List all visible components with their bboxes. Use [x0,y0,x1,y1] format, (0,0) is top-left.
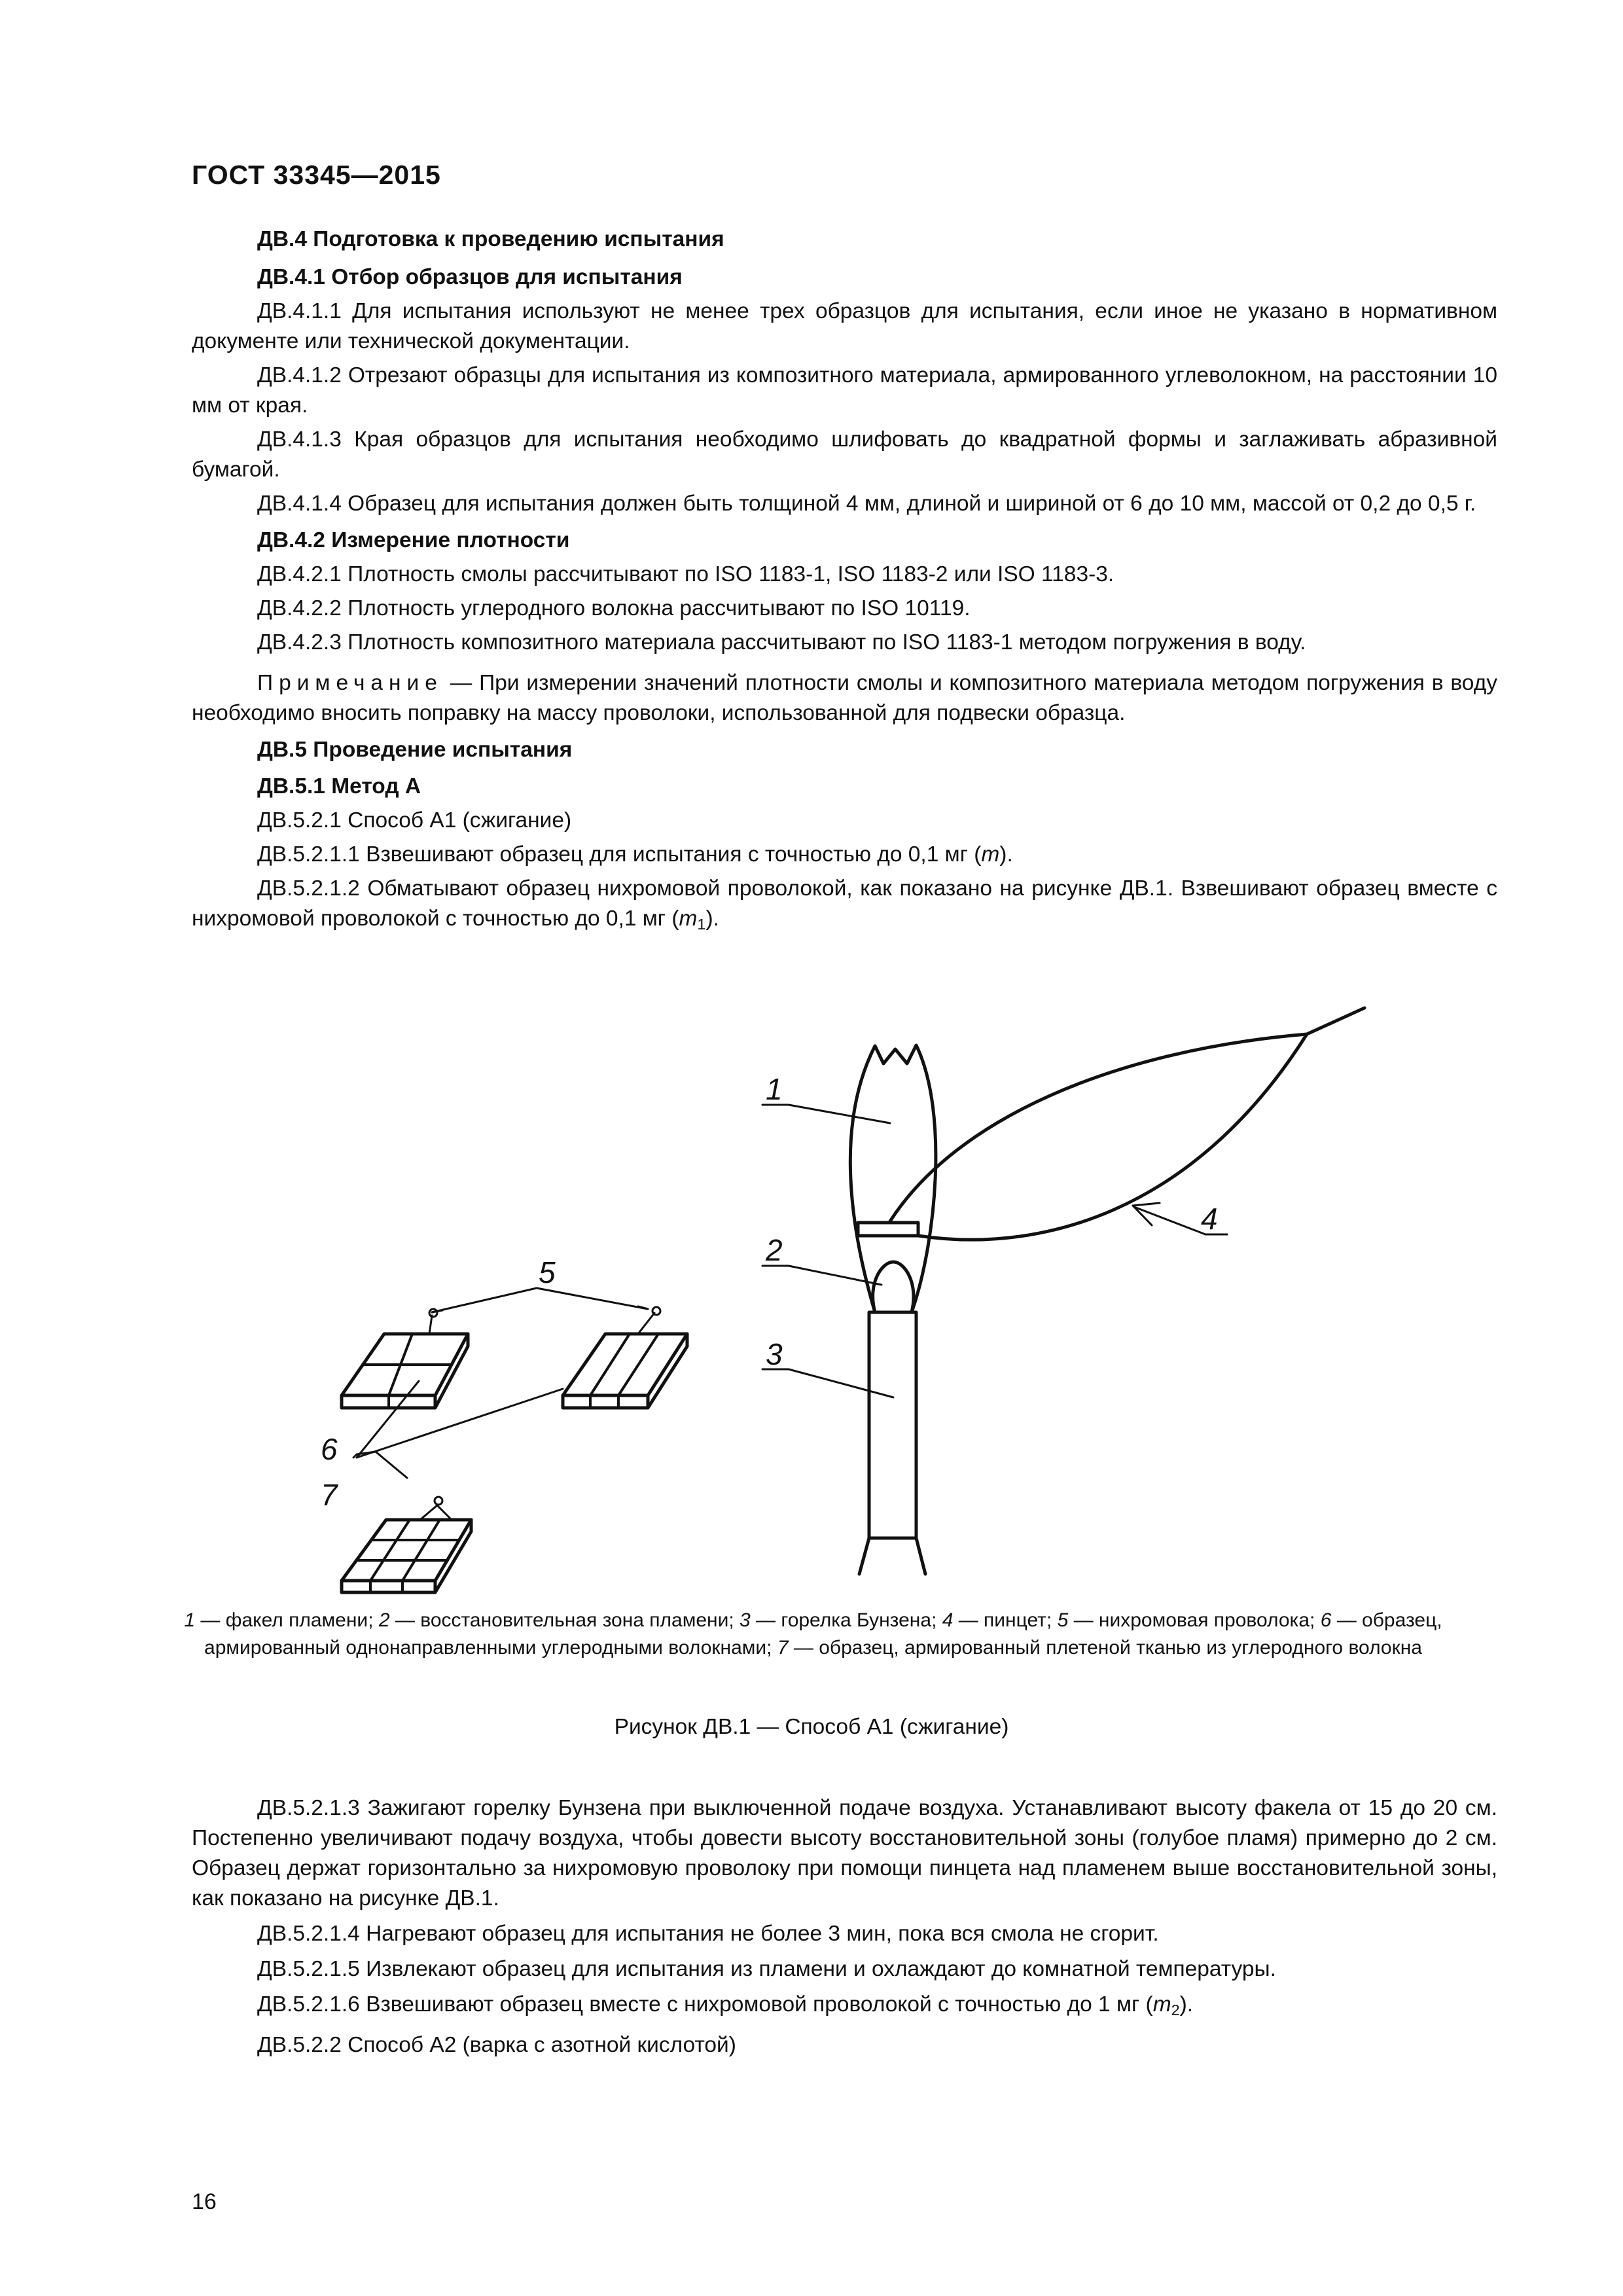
tweezers [890,1008,1364,1221]
label-7: 7 [321,1478,338,1512]
subscript: 2 [1171,2001,1180,2018]
paragraph-db4-1-4: ДВ.4.1.4 Образец для испытания должен быть толщиной 4 мм, длиной и шириной от 6 до 10 мм, массой от 0,2 до 0,5 г. [257,492,1476,516]
paragraph-db5-2-1-6 [192,1990,1497,2025]
paragraph-db4-2-1: ДВ.4.2.1 Плотность смолы рассчитывают по ISO 1183-1, ISO 1183-2 или ISO 1183-3. [257,562,1115,586]
specimen-unidirectional-b [563,1307,687,1408]
legend-text: — образец, армированный однонаправленными углеродными волокнами; [204,1609,1442,1659]
paragraph-db4-2-2: ДВ.4.2.2 Плотность углеродного волокна рассчитывают по ISO 10119. [257,596,971,620]
specimen-woven [342,1497,471,1592]
text-run: ДВ.5.2.1.6 Взвешивают образец вместе с нихромовой проволокой с точностью до 1 мг ( [257,1992,1153,2017]
paragraph-db5-2-2: ДВ.5.2.2 Способ А2 (варка с азотной кислотой) [257,2033,736,2057]
legend-text: — факел пламени; [195,1609,379,1631]
variable-m: m [1152,1992,1171,2017]
reduction-zone [873,1262,914,1312]
legend-text: — горелка Бунзена; [750,1609,942,1631]
note-text: — При измерении значений плотности смолы и композитного материала методом погружения в воду необходимо вносить поправку на массу проволоки, использованной для подвески образца. [192,671,1497,725]
legend-number: 7 [777,1637,789,1659]
section-procedure [192,1793,1497,2060]
label-2: 2 [766,1233,783,1267]
figure-caption: Рисунок ДВ.1 — Способ А1 (сжигание) [614,1715,1009,1739]
paragraph-db4-1-3: ДВ.4.1.3 Края образцов для испытания необходимо шлифовать до квадратной формы и заглаживать абразивной бумагой. [192,427,1497,482]
label-1: 1 [766,1072,783,1106]
legend-number: 4 [942,1609,954,1631]
variable-m: m [981,842,1000,867]
page-number: 16 [192,2189,217,2214]
heading-db51: ДВ.5.1 Метод А [257,774,421,798]
legend-text: — образец, армированный плетеной тканью из углеродного волокна [788,1637,1422,1659]
legend-text: — пинцет; [953,1609,1058,1631]
specimen-unidirectional-a [342,1309,468,1408]
label-5: 5 [539,1255,556,1289]
heading-db5: ДВ.5 Проведение испытания [257,738,573,762]
text-run: ). [705,906,719,931]
bunsen-burner [869,1312,916,1538]
note-label: Примечание [257,671,443,695]
legend-text: — нихромовая проволока; [1068,1609,1315,1631]
paragraph-db5-2-1-1 [192,840,1497,870]
legend-number: 1 [184,1609,196,1631]
text-run: ). [999,842,1013,867]
legend-text: — восстановительная зона пламени; [389,1609,740,1631]
text-run: ДВ.5.2.1.2 Обматывают образец нихромовой проволокой, как показано на рисунке ДВ.1. Взвешивают образец вместе с нихромовой проволокой с точностью до 0,1 мг ( [192,876,1497,931]
heading-db4: ДВ.4 Подготовка к проведению испытания [257,227,724,251]
paragraph-db5-2-1-5: ДВ.5.2.1.5 Извлекают образец для испытания из пламени и охлаждают до комнатной температуры. [257,1957,1276,1981]
sample-over-flame [858,1223,918,1236]
paragraph-db4-2-3: ДВ.4.2.3 Плотность композитного материала рассчитывают по ISO 1183-1 методом погружения в воду. [257,630,1306,655]
paragraph-db5-2-1-2 [192,874,1497,939]
label-3: 3 [766,1337,783,1371]
figure-db1 [0,982,1623,1604]
burner-base [859,1538,925,1574]
paragraph-db5-2-1-3: ДВ.5.2.1.3 Зажигают горелку Бунзена при выключенной подаче воздуха. Устанавливают высоту факела от 15 до 20 см. Постепенно увеличивают подачу воздуха, чтобы довести высоту восстановительной зоны (голубое пламя) примерно до 2 см. Образец держат горизонтально за нихромовую проволоку при помощи пинцета над пламенем выше восстановительной зоны, как показано на рисунке ДВ.1. [192,1796,1497,1910]
legend-number: 3 [740,1609,751,1631]
heading-db41: ДВ.4.1 Отбор образцов для испытания [257,265,683,289]
label-6: 6 [321,1432,338,1466]
text-run: ДВ.5.2.1.1 Взвешивают образец для испытания с точностью до 0,1 мг ( [257,842,982,867]
heading-db42: ДВ.4.2 Измерение плотности [257,528,570,552]
paragraph-db5-2-1: ДВ.5.2.1 Способ А1 (сжигание) [257,808,572,833]
paragraph-db5-2-1-4: ДВ.5.2.1.4 Нагревают образец для испытания не более 3 мин, пока вся смола не сгорит. [257,1922,1159,1946]
paragraph-db4-1-1: ДВ.4.1.1 Для испытания используют не менее трех образцов для испытания, если иное не указано в нормативном документе или технической документации. [192,299,1497,353]
note-paragraph [192,668,1497,728]
legend-number: 6 [1320,1609,1332,1631]
text-run: ). [1179,1992,1194,2017]
variable-m: m [679,906,698,931]
paragraph-db4-1-2: ДВ.4.1.2 Отрезают образцы для испытания из композитного материала, армированного углеволокном, на расстоянии 10 мм от края. [192,363,1497,418]
legend-number: 5 [1057,1609,1069,1631]
legend-number: 2 [378,1609,390,1631]
section-preparation [192,224,1497,939]
subscript: 1 [697,916,706,933]
label-4: 4 [1201,1202,1218,1236]
document-header: ГОСТ 33345—2015 [192,160,441,190]
figure-legend [183,1607,1443,1662]
